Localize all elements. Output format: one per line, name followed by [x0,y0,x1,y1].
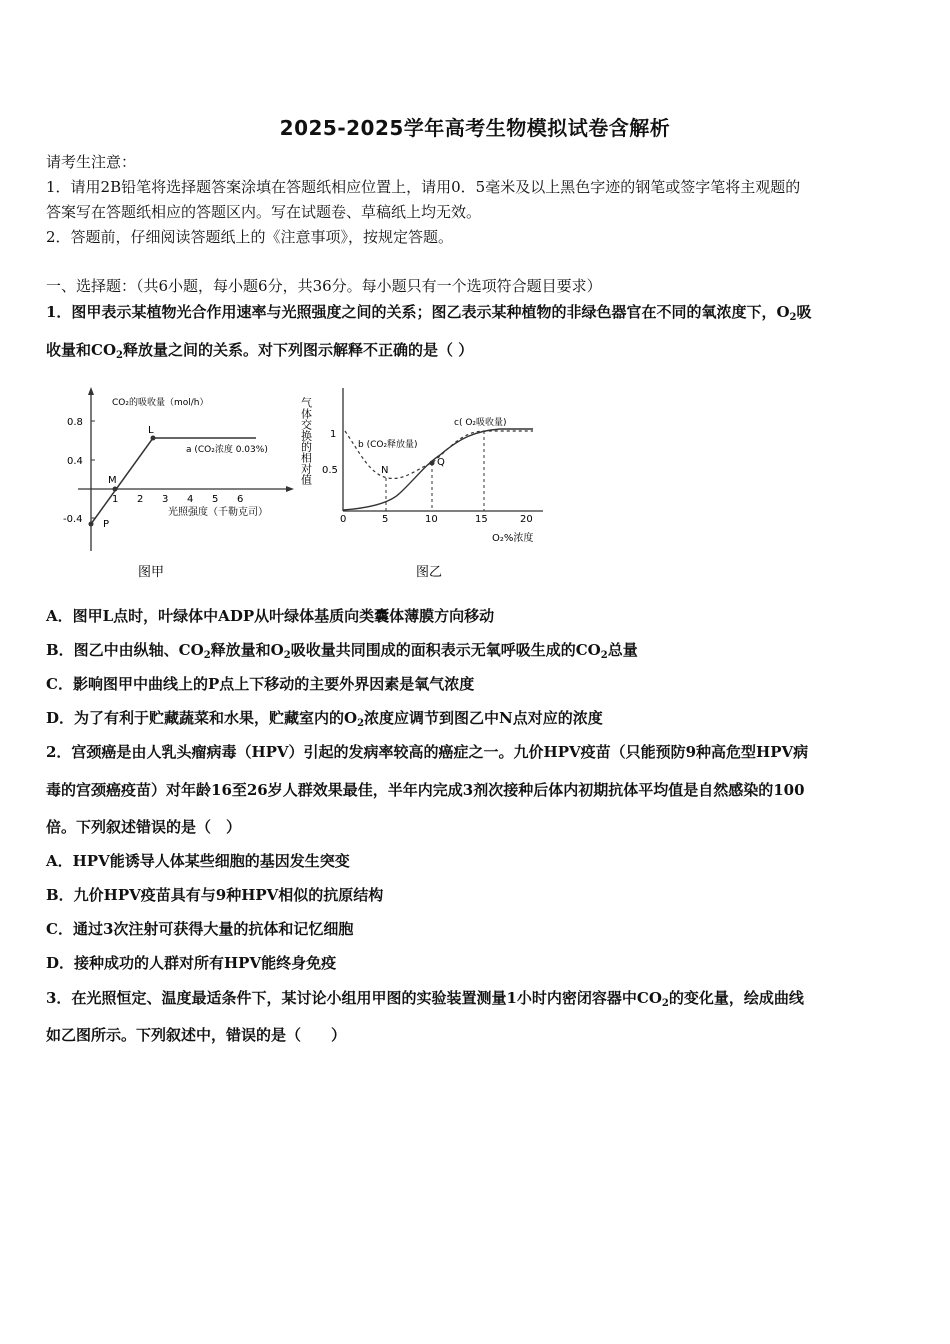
jia-xlabel: 光照强度（千勒克司） [168,507,268,518]
section-heading: 一、选择题：（共6小题，每小题6分，共36分。每小题只有一个选项符合题目要求） [46,277,602,295]
jia-xtick: 2 [137,494,144,505]
yi-label-n: N [381,465,389,476]
yi-xtick: 0 [340,514,347,525]
yi-curve-b [345,431,533,478]
q2-stem-line1: 2．宫颈癌是由人乳头瘤病毒（HPV）引起的发病率较高的癌症之一。九价HPV疫苗（只能预防9种高危型HPV病 [46,743,809,761]
jia-ytick: -0.4 [63,514,83,525]
jia-ytick: 0.8 [67,417,83,428]
yi-xtick: 5 [382,514,389,525]
yi-xtick: 15 [475,514,488,525]
yi-xtick: 20 [520,514,533,525]
jia-label-p: P [103,519,110,530]
jia-xtick: 5 [212,494,219,505]
figure-jia [58,383,303,583]
q3-stem-line1: 3．在光照恒定、温度最适条件下，某讨论小组用甲图的实验装置测量1小时内密闭容器中$CO_2$的变化量，绘成曲线 [46,989,804,1009]
jia-point-p [89,522,94,527]
jia-label-m: M [108,475,117,486]
yi-xlabel: O₂%浓度 [492,533,534,544]
q1-stem-line1: 1．图甲表示某植物光合作用速率与光照强度之间的关系；图乙表示某种植物的非绿色器官在不同的氧浓度下，$O_2$吸 [46,303,812,323]
q1-option-a: A．图甲L点时，叶绿体中ADP从叶绿体基质向类囊体薄膜方向移动 [46,607,495,625]
jia-curve-label: a (CO₂浓度 0.03%) [186,445,268,455]
q2-stem-line2: 毒的宫颈癌疫苗）对年龄16至26岁人群效果最佳，半年内完成3剂次接种后体内初期抗体平均值是自然感染的100 [46,781,805,799]
yi-label-c: c( O₂吸收量) [454,418,507,428]
yi-label-b: b (CO₂释放量) [358,440,418,450]
jia-xtick: 4 [187,494,194,505]
jia-point-m [113,487,118,492]
jia-ylabel: CO₂的吸收量（mol/h） [112,398,209,408]
notice-item-1b: 答案写在答题纸相应的答题区内。写在试题卷、草稿纸上均无效。 [46,203,482,221]
q1-option-c: C．影响图甲中曲线上的P点上下移动的主要外界因素是氧气浓度 [46,675,475,693]
jia-label-l: L [148,425,154,436]
q3-stem-line2: 如乙图所示。下列叙述中，错误的是（ ） [46,1026,347,1044]
q2-option-d: D．接种成功的人群对所有HPV能终身免疫 [46,954,337,972]
notice-heading: 请考生注意： [46,153,137,171]
notice-item-1a: 1．请用2B铅笔将选择题答案涂填在答题纸相应位置上，请用0．5毫米及以上黑色字迹的钢笔或签字笔将主观题的 [46,178,801,196]
yi-xtick: 10 [425,514,438,525]
q1-option-b: B．图乙中由纵轴、$CO_2$释放量和$O_2$吸收量共同围成的面积表示无氧呼吸生成的$CO_2$总量 [46,641,638,661]
q1-stem-line2: 收量和$CO_2$释放量之间的关系。对下列图示解释不正确的是（ ） [46,341,474,361]
yi-point-q [430,461,435,466]
figure-yi [300,383,560,583]
page-title: 2025-2025学年高考生物模拟试卷含解析 [279,116,671,140]
jia-xtick: 3 [162,494,169,505]
yi-label-q: Q [437,457,445,468]
q2-stem-line3: 倍。下列叙述错误的是（ ） [46,818,242,836]
yi-ytick: 0.5 [322,465,338,476]
q2-option-c: C．通过3次注射可获得大量的抗体和记忆细胞 [46,920,354,938]
notice-item-2: 2．答题前，仔细阅读答题纸上的《注意事项》，按规定答题。 [46,228,454,246]
yi-caption: 图乙 [416,565,443,580]
jia-caption: 图甲 [138,565,165,580]
yi-ylabel: 气体交换的相对值 [300,397,313,485]
q2-option-b: B．九价HPV疫苗具有与9种HPV相似的抗原结构 [46,886,384,904]
yi-ytick: 1 [330,429,337,440]
jia-xtick: 1 [112,494,119,505]
q2-option-a: A．HPV能诱导人体某些细胞的基因发生突变 [46,852,350,870]
jia-point-l [151,436,156,441]
jia-ytick: 0.4 [67,456,83,467]
jia-xtick: 6 [237,494,244,505]
q1-option-d: D．为了有利于贮藏蔬菜和水果，贮藏室内的$O_2$浓度应调节到图乙中N点对应的浓度 [46,709,603,729]
